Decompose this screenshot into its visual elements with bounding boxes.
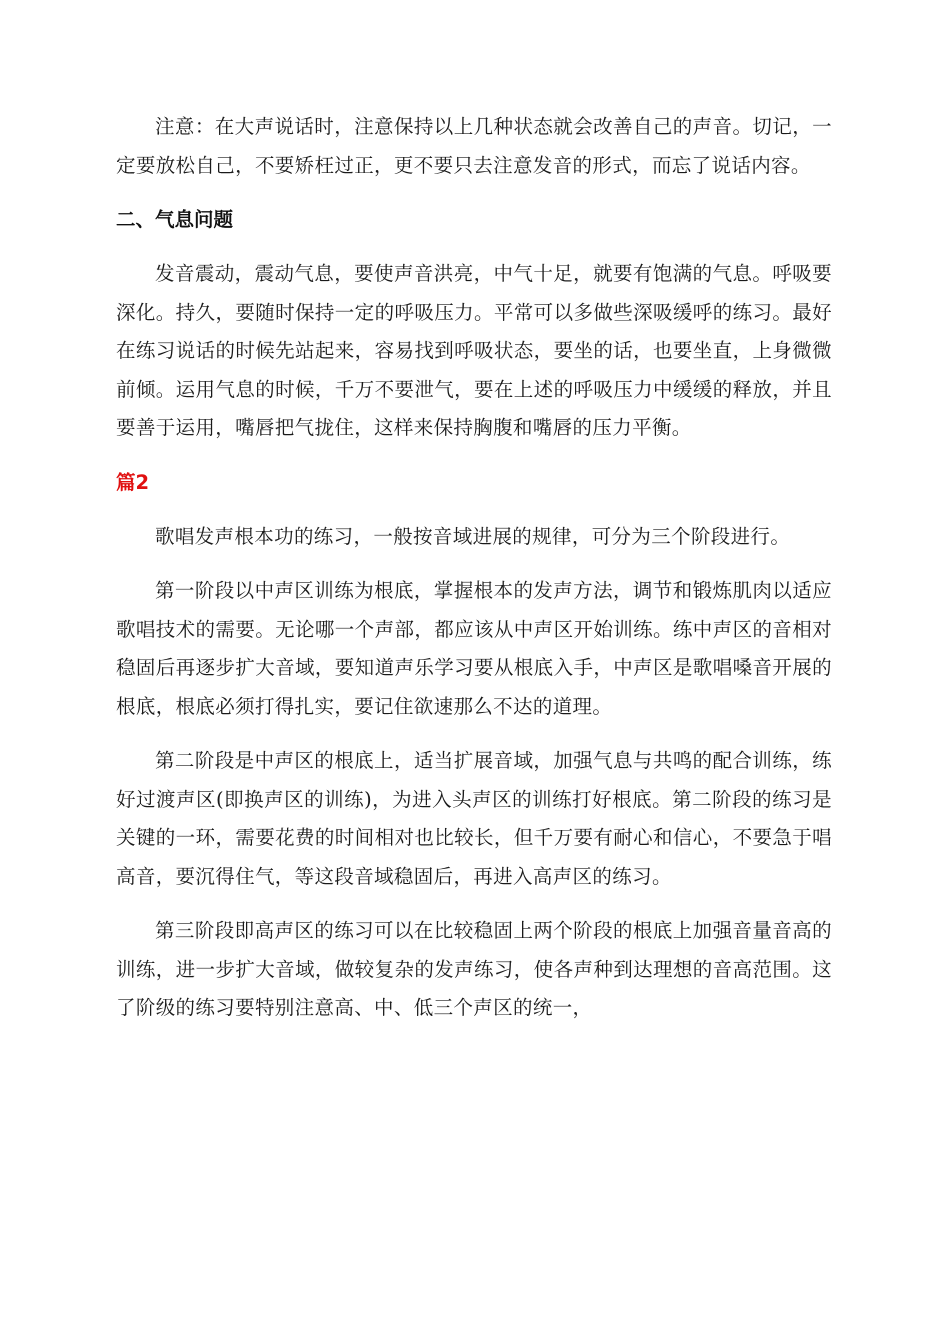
paragraph-breath: 发音震动，震动气息，要使声音洪亮，中气十足，就要有饱满的气息。呼吸要深化。持久，要随时保持一定的呼吸压力。平常可以多做些深吸缓呼的练习。最好在练习说话的时候先站起来，容易找到呼吸状态，要坐的话，也要坐直，上身微微前倾。运用气息的时候，千万不要泄气，要在上述的呼吸压力中缓缓的释放，并且要善于运用，嘴唇把气拢住，这样来保持胸腹和嘴唇的压力平衡。 [116, 262, 832, 439]
paragraph-stage-1: 第一阶段以中声区训练为根底，掌握根本的发声方法，调节和锻炼肌肉以适应歌唱技术的需要。无论哪一个声部，都应该从中声区开始训练。练中声区的音相对稳固后再逐步扩大音域，要知道声乐学习要从根底入手，中声区是歌唱嗓音开展的根底，根底必须打得扎实，要记住欲速那么不达的道理。 [116, 579, 832, 718]
heading-section-2: 篇2 [116, 470, 150, 494]
document-page [116, 108, 832, 1044]
paragraph-note: 注意：在大声说话时，注意保持以上几种状态就会改善自己的声音。切记，一定要放松自己，不要矫枉过正，更不要只去注意发音的形式，而忘了说话内容。 [116, 115, 832, 177]
paragraph-stage-3: 第三阶段即高声区的练习可以在比较稳固上两个阶段的根底上加强音量音高的训练，进一步扩大音域，做较复杂的发声练习，使各声种到达理想的音高范围。这了阶级的练习要特别注意高、中、低三个声区的统一， [116, 919, 832, 1019]
heading-breath-issue: 二、气息问题 [116, 208, 234, 231]
paragraph-intro-stages: 歌唱发声根本功的练习，一般按音域进展的规律，可分为三个阶段进行。 [155, 524, 791, 548]
paragraph-stage-2: 第二阶段是中声区的根底上，适当扩展音域，加强气息与共鸣的配合训练，练好过渡声区(即换声区的训练)，为进入头声区的训练打好根底。第二阶段的练习是关键的一环，需要花费的时间相对也比较长，但千万要有耐心和信心，不要急于唱高音，要沉得住气，等这段音域稳固后，再进入高声区的练习。 [116, 749, 832, 888]
